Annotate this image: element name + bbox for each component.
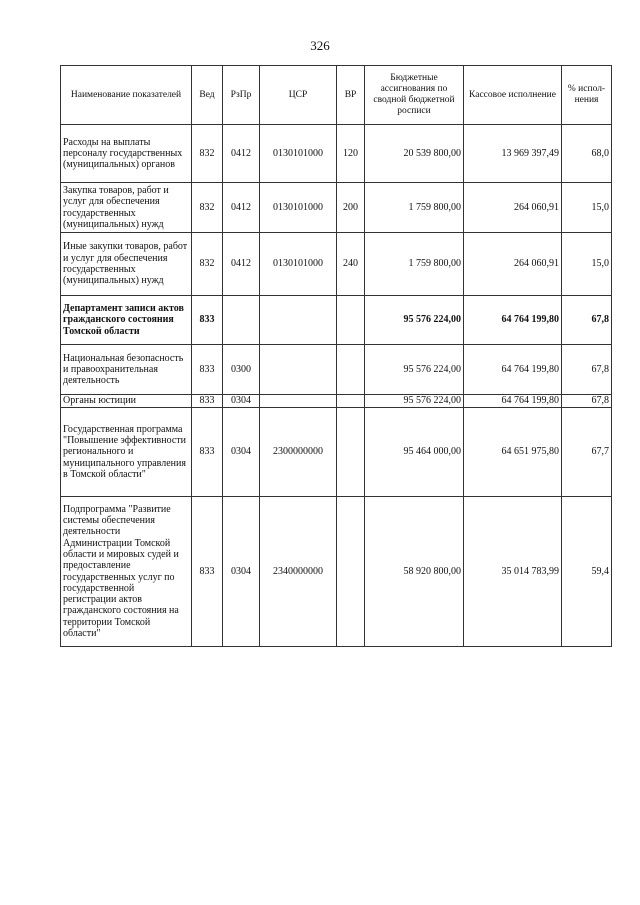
row-vr (337, 497, 365, 647)
row-csr: 2340000000 (260, 497, 337, 647)
table-row (61, 183, 612, 233)
row-vr: 120 (337, 125, 365, 183)
table-row (61, 497, 612, 647)
row-rzpr: 0412 (223, 233, 260, 296)
row-pct: 67,8 (562, 296, 612, 345)
row-ved: 833 (192, 395, 223, 408)
header-rzpr: РзПр (223, 66, 260, 125)
header-kassa: Кассовое исполнение (464, 66, 562, 125)
table-row (61, 233, 612, 296)
row-pct: 68,0 (562, 125, 612, 183)
row-budget: 1 759 800,00 (365, 233, 464, 296)
row-csr: 0130101000 (260, 233, 337, 296)
row-ved: 833 (192, 497, 223, 647)
row-kassa: 35 014 783,99 (464, 497, 562, 647)
header-pct: % испол-нения (562, 66, 612, 125)
row-budget: 20 539 800,00 (365, 125, 464, 183)
header-ved: Вед (192, 66, 223, 125)
header-csr: ЦСР (260, 66, 337, 125)
row-kassa: 264 060,91 (464, 233, 562, 296)
row-pct: 15,0 (562, 233, 612, 296)
header-name: Наименование показателей (61, 66, 192, 125)
row-vr: 200 (337, 183, 365, 233)
row-rzpr: 0412 (223, 183, 260, 233)
row-name: Государственная программа "Повышение эффективности регионального и муниципального управления в Томской области" (61, 408, 192, 497)
row-vr (337, 395, 365, 408)
row-rzpr: 0304 (223, 408, 260, 497)
budget-table (60, 65, 612, 647)
row-vr (337, 296, 365, 345)
row-vr: 240 (337, 233, 365, 296)
row-kassa: 64 764 199,80 (464, 345, 562, 395)
row-name: Иные закупки товаров, работ и услуг для обеспечения государственных (муниципальных) нужд (61, 233, 192, 296)
row-name: Департамент записи актов гражданского состояния Томской области (61, 296, 192, 345)
row-csr: 0130101000 (260, 183, 337, 233)
header-budget: Бюджетные ассигнования по сводной бюджетной росписи (365, 66, 464, 125)
table-row (61, 395, 612, 408)
row-csr: 2300000000 (260, 408, 337, 497)
table-row (61, 296, 612, 345)
row-budget: 95 576 224,00 (365, 395, 464, 408)
row-name: Органы юстиции (61, 395, 192, 408)
row-name: Национальная безопасность и правоохранительная деятельность (61, 345, 192, 395)
row-rzpr: 0304 (223, 395, 260, 408)
row-rzpr: 0412 (223, 125, 260, 183)
row-pct: 67,8 (562, 345, 612, 395)
header-vr: ВР (337, 66, 365, 125)
row-budget: 95 576 224,00 (365, 345, 464, 395)
row-name: Подпрограмма "Развитие системы обеспечения деятельности Администрации Томской области и мировых судей и предоставление государственных услуг по государственной регистрации актов гражданского состояния на территории Томской области" (61, 497, 192, 647)
row-rzpr: 0304 (223, 497, 260, 647)
page-number: 326 (310, 38, 330, 53)
table-row (61, 125, 612, 183)
row-pct: 67,7 (562, 408, 612, 497)
row-kassa: 64 764 199,80 (464, 296, 562, 345)
row-csr: 0130101000 (260, 125, 337, 183)
row-kassa: 64 764 199,80 (464, 395, 562, 408)
row-budget: 95 576 224,00 (365, 296, 464, 345)
row-kassa: 264 060,91 (464, 183, 562, 233)
row-csr (260, 345, 337, 395)
row-ved: 832 (192, 233, 223, 296)
table-row (61, 408, 612, 497)
row-budget: 1 759 800,00 (365, 183, 464, 233)
row-name: Расходы на выплаты персоналу государственных (муниципальных) органов (61, 125, 192, 183)
row-csr (260, 296, 337, 345)
row-pct: 15,0 (562, 183, 612, 233)
row-ved: 832 (192, 125, 223, 183)
row-ved: 833 (192, 345, 223, 395)
row-kassa: 64 651 975,80 (464, 408, 562, 497)
row-kassa: 13 969 397,49 (464, 125, 562, 183)
row-budget: 58 920 800,00 (365, 497, 464, 647)
row-pct: 59,4 (562, 497, 612, 647)
row-ved: 833 (192, 296, 223, 345)
row-pct: 67,8 (562, 395, 612, 408)
row-vr (337, 345, 365, 395)
row-vr (337, 408, 365, 497)
row-rzpr: 0300 (223, 345, 260, 395)
table-row (61, 345, 612, 395)
row-rzpr (223, 296, 260, 345)
row-ved: 833 (192, 408, 223, 497)
row-name: Закупка товаров, работ и услуг для обеспечения государственных (муниципальных) нужд (61, 183, 192, 233)
row-budget: 95 464 000,00 (365, 408, 464, 497)
row-ved: 832 (192, 183, 223, 233)
header-row (61, 66, 612, 125)
row-csr (260, 395, 337, 408)
